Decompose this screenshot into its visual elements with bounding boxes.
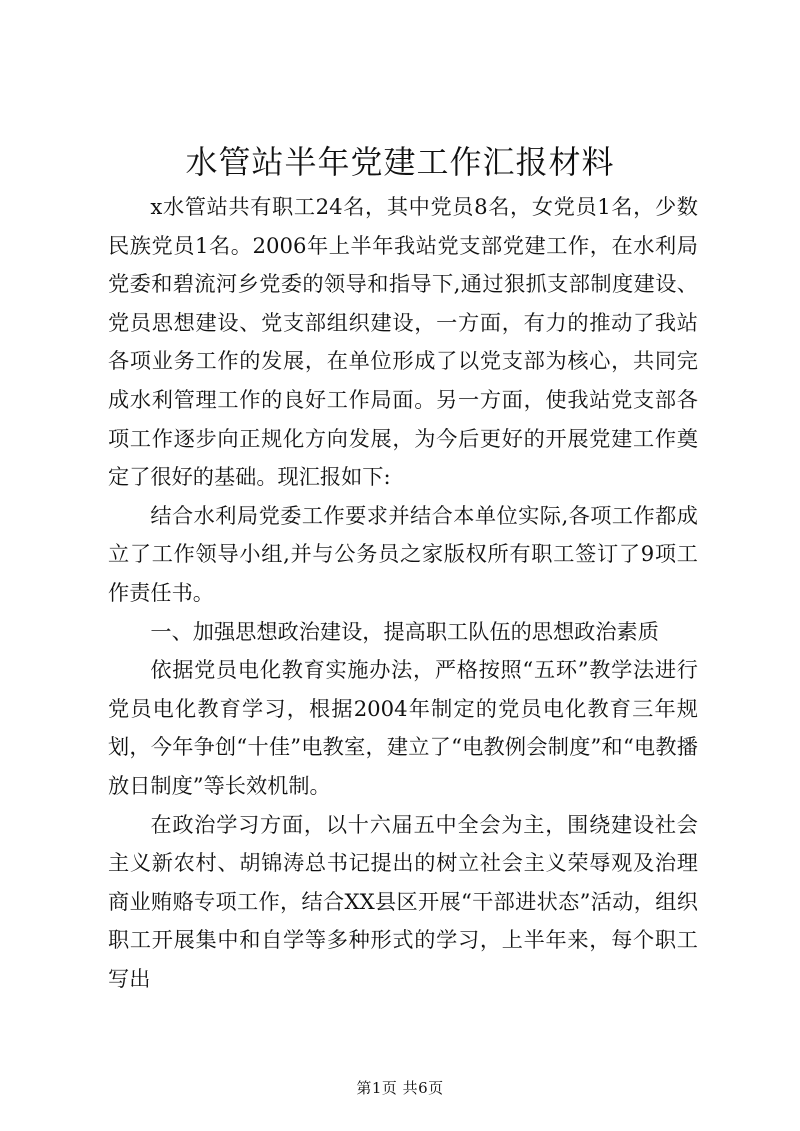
paragraph-leadership-groups: 结合水利局党委工作要求并结合本单位实际,各项工作都成立了工作领导小组,并与公务员之家版权所有职工签订了9项工作责任书。 [108, 502, 698, 605]
paragraph-e-education: 依据党员电化教育实施办法，严格按照“五环”教学法进行党员电化教育学习，根据2004年制定的党员电化教育三年规划，今年争创“十佳”电教室，建立了“电教例会制度”和“电教播放日制度”等长效机制。 [108, 657, 698, 798]
paragraph-political-study: 在政治学习方面，以十六届五中全会为主，围绕建设社会主义新农村、胡锦涛总书记提出的树立社会主义荣辱观及治理商业贿赂专项工作，结合XX县区开展“干部进状态”活动，组织职工开展集中和自学等多种形式的学习，上半年来，每个职工写出 [108, 811, 698, 991]
section-heading-ideological: 一、加强思想政治建设，提高职工队伍的思想政治素质 [150, 618, 659, 644]
paragraph-intro: x水管站共有职工24名，其中党员8名，女党员1名，少数民族党员1名。2006年上半年我站党支部党建工作，在水利局党委和碧流河乡党委的领导和指导下,通过狠抓支部制度建设、党员思想建设、党支部组织建设，一方面，有力的推动了我站各项业务工作的发展，在单位形成了以党支部为核心，共同完成水利管理工作的良好工作局面。另一方面，使我站党支部各项工作逐步向正规化方向发展，为今后更好的开展党建工作奠定了很好的基础。现汇报如下: [108, 194, 698, 490]
document-body [108, 188, 698, 998]
document-title: 水管站半年党建工作汇报材料 [185, 143, 615, 181]
page-footer: 第1页 共6页 [356, 1079, 444, 1097]
